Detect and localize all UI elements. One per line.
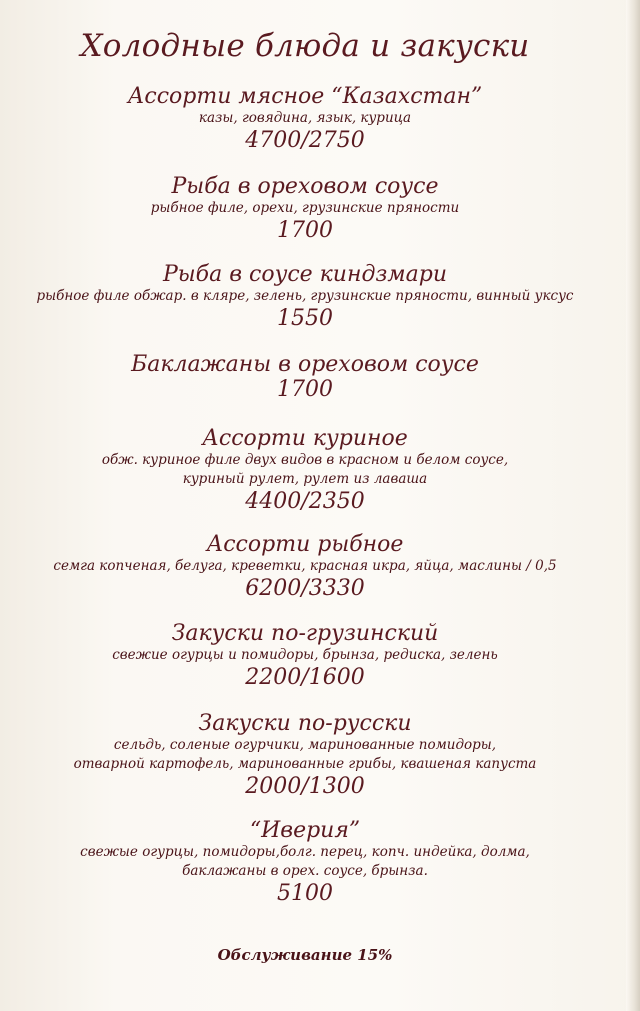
dish-price: 2000/1300 [245, 774, 365, 799]
dish-georgian-snacks [0, 621, 610, 691]
dish-price: 4700/2750 [245, 128, 365, 153]
dish-name: “Иверия” [249, 818, 361, 843]
dish-description: казы, говядина, язык, курица [198, 110, 412, 126]
dish-price: 1550 [277, 306, 333, 331]
dish-fish-assorti [0, 532, 610, 602]
dish-price: 4400/2350 [245, 489, 365, 514]
dish-description: куриный рулет, рулет из лаваша [182, 471, 428, 487]
dish-price: 5100 [277, 881, 333, 906]
dish-name: Ассорти куриное [202, 426, 408, 451]
dish-description: рыбное филе, орехи, грузинские пряности [150, 200, 460, 216]
dish-description: сельдь, соленые огурчики, маринованные помидоры, [113, 737, 497, 753]
dish-description: отварной картофель, маринованные грибы, квашеная капуста [73, 756, 537, 772]
dish-description: свежие огурцы и помидоры, брынза, редиска, зелень [112, 647, 498, 663]
dish-description: свежые огурцы, помидоры,болг. перец, копч. индейка, долма, [80, 844, 530, 860]
dish-description: рыбное филе обжар. в кляре, зелень, грузинские пряности, винный уксус [36, 288, 574, 304]
dish-fish-walnut [0, 174, 610, 244]
dish-iveria [0, 818, 610, 907]
dish-name: Закуски по-грузинский [171, 621, 439, 646]
menu-title: Холодные блюда и закуски [80, 28, 530, 64]
dish-name: Закуски по-русски [198, 711, 412, 736]
dish-name: Ассорти мясное “Казахстан” [127, 84, 483, 109]
dish-fish-kindzmari [0, 262, 610, 332]
dish-russian-snacks [0, 711, 610, 800]
service-charge-note: Обслуживание 15% [217, 946, 393, 964]
dish-chicken-assorti [0, 426, 610, 515]
dish-price: 1700 [277, 377, 333, 402]
dish-description: семга копченая, белуга, креветки, красная икра, яйца, маслины / 0,5 [53, 558, 557, 574]
page-edge [626, 0, 640, 1011]
dish-description: обж. куриное филе двух видов в красном и белом соусе, [101, 452, 509, 468]
dish-name: Рыба в соусе киндзмари [162, 262, 448, 287]
dish-name: Баклажаны в ореховом соусе [131, 352, 479, 377]
dish-meat-assorti [0, 84, 610, 154]
dish-price: 6200/3330 [245, 576, 365, 601]
dish-name: Ассорти рыбное [206, 532, 404, 557]
dish-eggplant-walnut [0, 352, 610, 403]
dish-price: 1700 [277, 218, 333, 243]
dish-description: баклажаны в орех. соусе, брынза. [182, 863, 428, 879]
dish-name: Рыба в ореховом соусе [171, 174, 439, 199]
dish-price: 2200/1600 [245, 665, 365, 690]
